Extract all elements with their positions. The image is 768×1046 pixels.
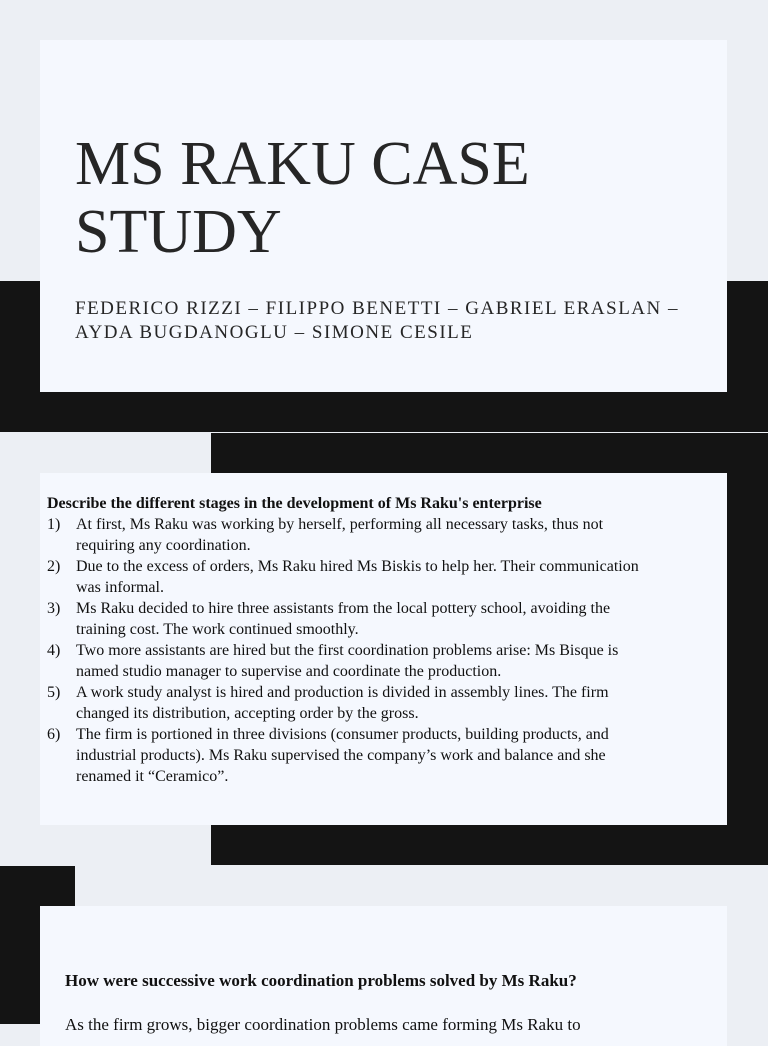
list-item bbox=[47, 556, 707, 598]
list-item-text: Due to the excess of orders, Ms Raku hired Ms Biskis to help her. Their communication bbox=[76, 558, 639, 575]
list-item-text: Ms Raku decided to hire three assistants from the local pottery school, avoiding the bbox=[76, 600, 611, 617]
list-item-number: 2) bbox=[47, 558, 61, 575]
authors-subtitle bbox=[75, 297, 715, 345]
list-item-text: changed its distribution, accepting order by the gross. bbox=[76, 705, 419, 722]
authors-line-2: AYDA BUGDANOGLU – SIMONE CESILE bbox=[75, 322, 474, 343]
slide3-body-text: As the firm grows, bigger coordination problems came forming Ms Raku to bbox=[65, 1015, 581, 1034]
list-item-text: The firm is portioned in three divisions (consumer products, building products, and bbox=[76, 726, 609, 743]
slide2-heading: Describe the different stages in the development of Ms Raku's enterprise bbox=[47, 495, 542, 512]
list-item-number: 4) bbox=[47, 642, 61, 659]
list-item bbox=[47, 598, 707, 640]
title-line-1: MS RAKU CASE bbox=[75, 130, 530, 198]
list-item-number: 1) bbox=[47, 516, 61, 533]
list-item bbox=[47, 724, 707, 787]
list-item-number: 3) bbox=[47, 600, 61, 617]
list-item-text: industrial products). Ms Raku supervised the company’s work and balance and she bbox=[76, 747, 606, 764]
list-item-text: Two more assistants are hired but the first coordination problems arise: Ms Bisque is bbox=[76, 642, 619, 659]
list-item-text: renamed it “Ceramico”. bbox=[76, 768, 229, 785]
page-title bbox=[75, 130, 695, 266]
list-item-text: requiring any coordination. bbox=[76, 537, 251, 554]
authors-line-1: FEDERICO RIZZI – FILIPPO BENETTI – GABRIEL ERASLAN – bbox=[75, 298, 679, 319]
list-item bbox=[47, 640, 707, 682]
list-item-text: At first, Ms Raku was working by herself, performing all necessary tasks, thus not bbox=[76, 516, 604, 533]
list-item-text: named studio manager to supervise and coordinate the production. bbox=[76, 663, 502, 680]
list-item-text: was informal. bbox=[76, 579, 164, 596]
title-line-2: STUDY bbox=[75, 198, 282, 266]
list-item-text: training cost. The work continued smoothly. bbox=[76, 621, 359, 638]
stages-list bbox=[47, 514, 707, 787]
list-item bbox=[47, 514, 707, 556]
list-item-number: 5) bbox=[47, 684, 61, 701]
slide3-heading: How were successive work coordination problems solved by Ms Raku? bbox=[65, 971, 577, 990]
list-item bbox=[47, 682, 707, 724]
list-item-number: 6) bbox=[47, 726, 61, 743]
list-item-text: A work study analyst is hired and production is divided in assembly lines. The firm bbox=[76, 684, 609, 701]
